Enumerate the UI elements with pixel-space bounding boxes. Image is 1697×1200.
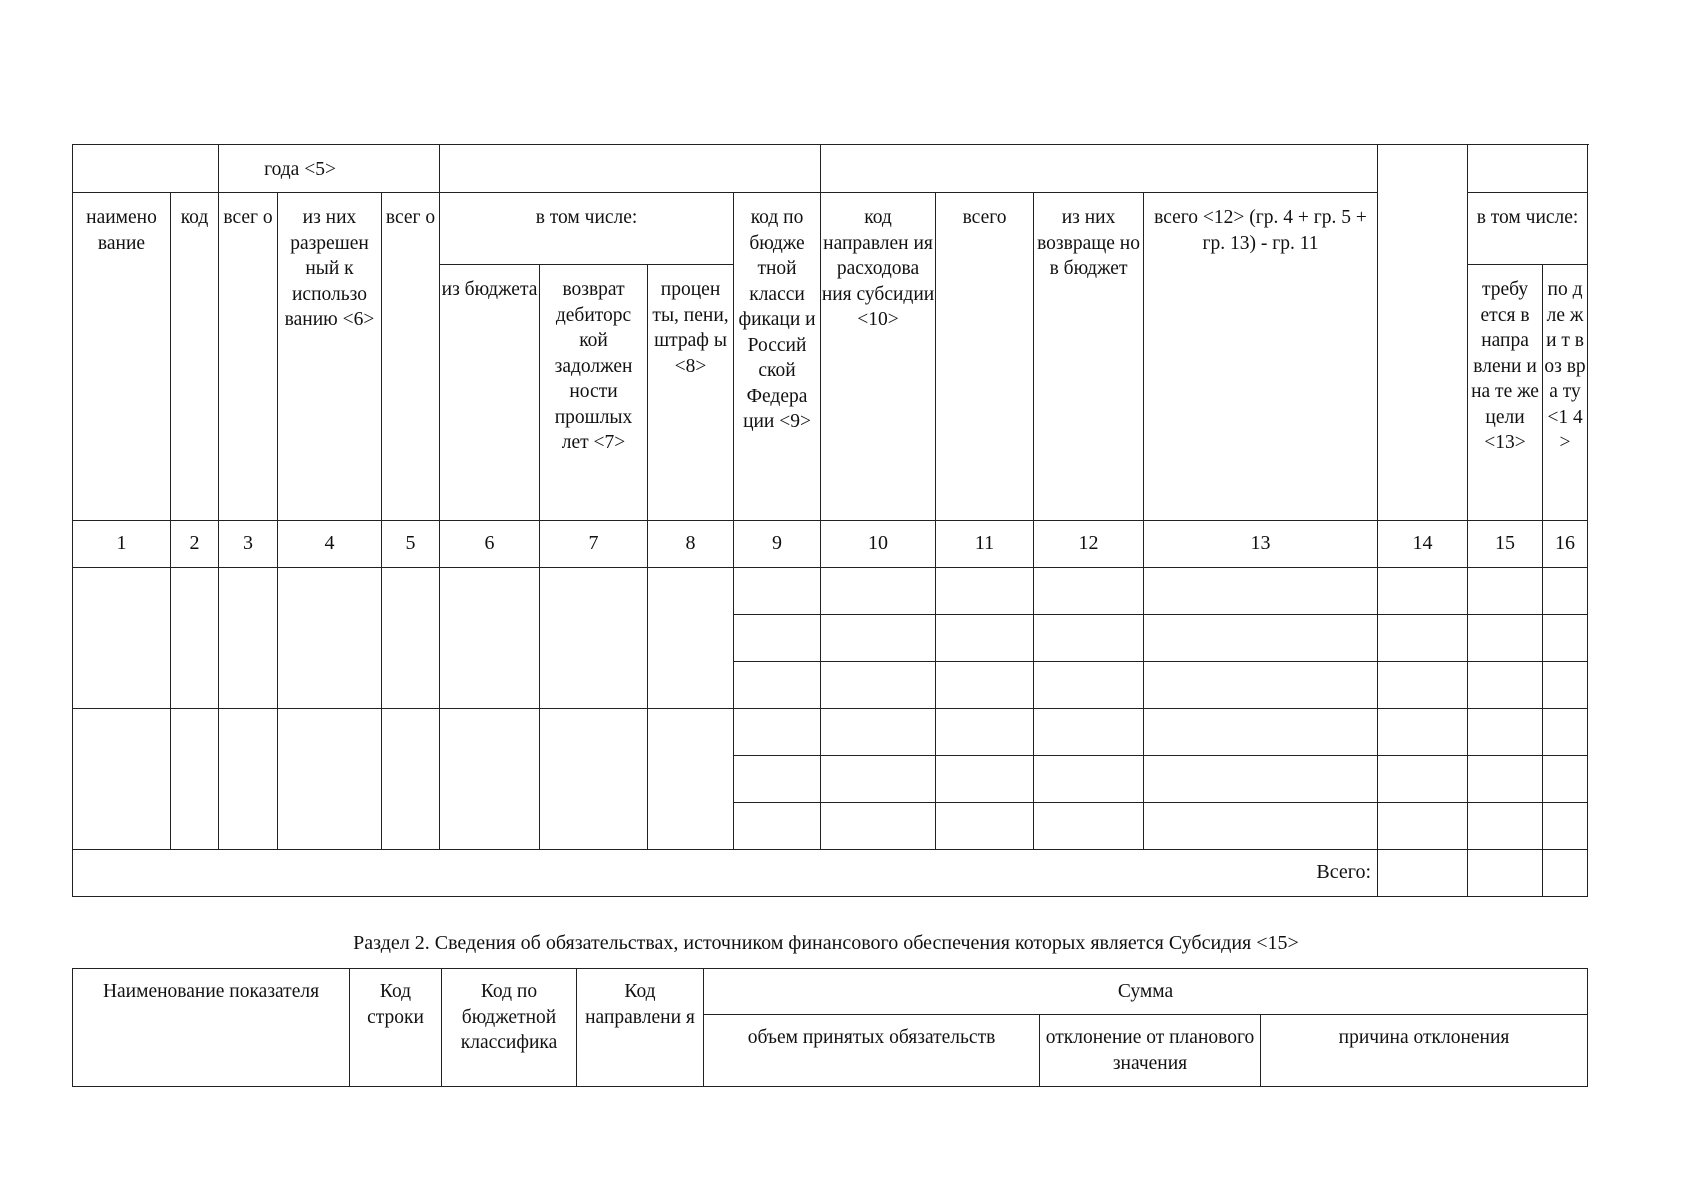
column-number: 3 (219, 521, 278, 568)
table-row (73, 709, 1588, 756)
data-cell[interactable] (440, 709, 540, 850)
data-cell[interactable] (821, 568, 936, 615)
data-cell[interactable] (734, 709, 821, 756)
column-number: 13 (1144, 521, 1378, 568)
data-cell[interactable] (440, 568, 540, 709)
column-number: 14 (1378, 521, 1468, 568)
data-cell[interactable] (1034, 615, 1144, 662)
header-from-budget: из бюджета (440, 265, 540, 521)
data-cell[interactable] (1468, 615, 1543, 662)
header-spending-direction: код направлен ия расходова ния субсидии <10> (821, 193, 936, 521)
total-cell-15[interactable] (1468, 850, 1543, 897)
header-indicator-name: Наименование показателя (73, 969, 350, 1087)
data-cell[interactable] (936, 568, 1034, 615)
data-cell[interactable] (1468, 662, 1543, 709)
data-cell[interactable] (936, 709, 1034, 756)
data-cell[interactable] (1543, 709, 1588, 756)
data-cell[interactable] (1468, 803, 1543, 850)
data-cell[interactable] (1543, 803, 1588, 850)
header-required-same-purpose: требу ется в напра влени и на те же цели <13> (1468, 265, 1543, 521)
data-cell[interactable] (1378, 756, 1468, 803)
column-number: 7 (540, 521, 648, 568)
section-2-title: Раздел 2. Сведения об обязательствах, источником финансового обеспечения которых является Субсидия <15> (353, 932, 1299, 954)
data-cell[interactable] (1144, 756, 1378, 803)
data-cell[interactable] (278, 568, 382, 709)
data-cell[interactable] (1543, 568, 1588, 615)
data-cell[interactable] (821, 709, 936, 756)
header-direction-code: Код направлени я (577, 969, 704, 1087)
data-cell[interactable] (1543, 615, 1588, 662)
column-number: 6 (440, 521, 540, 568)
header-top-blank-3 (821, 145, 1378, 193)
header-top-blank-1 (73, 145, 219, 193)
header-total-11: всего (936, 193, 1034, 521)
column-number: 15 (1468, 521, 1543, 568)
subsidy-report-table (72, 144, 1588, 897)
data-cell[interactable] (382, 568, 440, 709)
data-cell[interactable] (936, 756, 1034, 803)
data-cell[interactable] (734, 615, 821, 662)
data-cell[interactable] (648, 709, 734, 850)
data-cell[interactable] (734, 803, 821, 850)
data-cell[interactable] (1378, 803, 1468, 850)
data-cell[interactable] (171, 568, 219, 709)
total-cell-14[interactable] (1378, 850, 1468, 897)
data-cell[interactable] (73, 568, 171, 709)
data-cell[interactable] (734, 568, 821, 615)
data-cell[interactable] (734, 756, 821, 803)
data-cell[interactable] (1144, 568, 1378, 615)
column-number: 16 (1543, 521, 1588, 568)
data-cell[interactable] (1144, 803, 1378, 850)
data-cell[interactable] (1378, 662, 1468, 709)
header-to-be-returned: по дле жи т воз вра ту <1 4> (1543, 265, 1588, 521)
data-cell[interactable] (1034, 709, 1144, 756)
data-cell[interactable] (1378, 568, 1468, 615)
data-cell[interactable] (1378, 615, 1468, 662)
header-including: в том числе: (440, 193, 734, 265)
header-code: код (171, 193, 219, 521)
header-top-blank-4 (1468, 145, 1588, 193)
data-cell[interactable] (1543, 756, 1588, 803)
data-cell[interactable] (73, 709, 171, 850)
header-year-group (219, 145, 440, 193)
data-cell[interactable] (540, 709, 648, 850)
header-total-5: всег о (382, 193, 440, 521)
header-interest-penalties: процен ты, пени, штраф ы <8> (648, 265, 734, 521)
column-number: 9 (734, 521, 821, 568)
table-row (73, 568, 1588, 615)
total-cell-16[interactable] (1543, 850, 1588, 897)
data-cell[interactable] (219, 709, 278, 850)
header-including-2: в том числе: (1468, 193, 1588, 265)
data-cell[interactable] (1468, 709, 1543, 756)
column-number: 1 (73, 521, 171, 568)
column-number: 2 (171, 521, 219, 568)
data-cell[interactable] (936, 803, 1034, 850)
data-cell[interactable] (821, 803, 936, 850)
column-number: 4 (278, 521, 382, 568)
data-cell[interactable] (648, 568, 734, 709)
column-number: 11 (936, 521, 1034, 568)
total-row (73, 850, 1588, 897)
data-cell[interactable] (1034, 756, 1144, 803)
data-cell[interactable] (936, 662, 1034, 709)
data-cell[interactable] (540, 568, 648, 709)
year-label: года <5> (264, 159, 336, 180)
header-row-code: Код строки (350, 969, 442, 1087)
header-total-14: всего <12> (гр. 4 + гр. 5 + гр. 13) - гр. 11 (1144, 193, 1378, 521)
header-name: наимено вание (73, 193, 171, 521)
header-permitted: из них разрешен ный к использо ванию <6> (278, 193, 382, 521)
data-cell[interactable] (1378, 709, 1468, 756)
data-cell[interactable] (1144, 615, 1378, 662)
data-cell[interactable] (1468, 568, 1543, 615)
total-label: Всего: (73, 850, 1378, 897)
data-cell[interactable] (278, 709, 382, 850)
data-cell[interactable] (1034, 662, 1144, 709)
data-cell[interactable] (1034, 568, 1144, 615)
header-total-3: всег о (219, 193, 278, 521)
header-deviation: отклонение от планового значения (1040, 1015, 1261, 1087)
data-cell[interactable] (734, 662, 821, 709)
column-number-row (73, 521, 1588, 568)
header-sum: Сумма (704, 969, 1588, 1015)
header-col13 (1378, 145, 1468, 521)
header-budget-classification: код по бюдже тной класси фикаци и Россий ской Федера ции <9> (734, 193, 821, 521)
data-cell[interactable] (382, 709, 440, 850)
header-returned-to-budget: из них возвраще но в бюджет (1034, 193, 1144, 521)
data-cell[interactable] (1543, 662, 1588, 709)
column-number: 12 (1034, 521, 1144, 568)
header-budget-code: Код по бюджетной классифика (442, 969, 577, 1087)
column-number: 5 (382, 521, 440, 568)
data-cell[interactable] (1034, 803, 1144, 850)
data-cell[interactable] (1144, 662, 1378, 709)
column-number: 10 (821, 521, 936, 568)
header-obligations-volume: объем принятых обязательств (704, 1015, 1040, 1087)
column-number: 8 (648, 521, 734, 568)
data-cell[interactable] (821, 615, 936, 662)
data-cell[interactable] (936, 615, 1034, 662)
data-cell[interactable] (821, 756, 936, 803)
header-deviation-reason: причина отклонения (1261, 1015, 1588, 1087)
data-cell[interactable] (219, 568, 278, 709)
data-cell[interactable] (171, 709, 219, 850)
data-cell[interactable] (821, 662, 936, 709)
obligations-table (72, 968, 1588, 1087)
header-receivables-return: возврат дебиторс кой задолжен ности прошлых лет <7> (540, 265, 648, 521)
data-cell[interactable] (1144, 709, 1378, 756)
data-cell[interactable] (1468, 756, 1543, 803)
header-top-blank-2 (440, 145, 821, 193)
